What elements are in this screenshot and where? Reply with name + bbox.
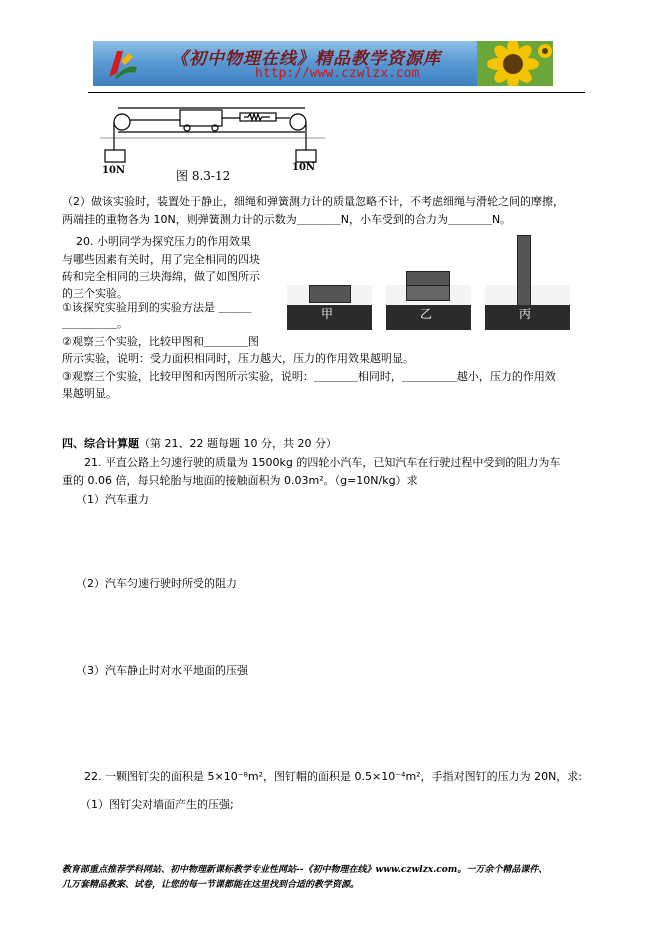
q20-text-line1: 20. 小明同学为探究压力的作用效果 (76, 235, 251, 248)
figure-caption: 图 8.3-12 (176, 169, 231, 183)
left-weight-label: 10N (102, 165, 126, 176)
brick-shape (309, 285, 351, 303)
q21-part1: （1）汽车重力 (76, 493, 149, 506)
q22-text-line1: 22. 一颗图钉尖的面积是 5×10⁻⁸m²，图钉帽的面积是 0.5×10⁻⁴m²，手指对图钉的压力为 20N，求: (84, 770, 583, 783)
banner-url[interactable]: http://www.czwlzx.com (255, 66, 420, 81)
q20-text-line7: ②观察三个实验，比较甲图和＿＿＿＿图 (62, 335, 259, 348)
experiment-label-bing: 丙 (519, 307, 532, 321)
banner-title: 《初中物理在线》精品教学资源库 (171, 49, 441, 69)
experiment-image-bing (485, 285, 570, 330)
section4-heading-row (62, 437, 337, 451)
q21-part2: （2）汽车匀速行驶时所受的阻力 (76, 577, 237, 590)
q20-text-line8: 所示实验，说明：受力面积相同时，压力越大，压力的作用效果越明显。 (62, 352, 414, 365)
q20-text-line2: 与哪些因素有关时，用了完全相同的四块 (62, 253, 260, 266)
footer-line1: 教育部重点推荐学科网站、初中物理新课标教学专业性网站--《初中物理在线》www.czwlzx.com。一万余个精品课件、 (62, 865, 548, 875)
header-rule (88, 92, 585, 93)
q20-text-line3: 砖和完全相同的三块海绵，做了如图所示 (62, 270, 260, 283)
q20-text-line5: ①该探究实验用到的实验方法是 ＿＿＿ (62, 301, 252, 314)
q20-text-line4: 的三个实验。 (62, 287, 128, 300)
brick-shape-upright (517, 235, 531, 313)
experiment-image-yi (386, 285, 471, 330)
q20-text-line10: 果越明显。 (62, 387, 117, 400)
q21-text-line2: 重的 0.06 倍，每只轮胎与地面的接触面积为 0.03m²。（g=10N/kg）求 (62, 474, 418, 487)
section4-note: （第 21、22 题每题 10 分，共 20 分） (139, 437, 337, 450)
section4-heading: 四、综合计算题 (62, 437, 139, 450)
brick-shape-bottom (406, 285, 450, 301)
footer-line2: 几万套精品教案、试卷，让您的每一节课都能在这里找到合适的教学资源。 (62, 880, 360, 890)
q21-part3: （3）汽车静止时对水平地面的压强 (76, 664, 248, 677)
q20-text-line9: ③观察三个实验，比较甲图和丙图所示实验，说明：＿＿＿＿相同时，＿＿＿＿＿越小，压力的作用效 (62, 370, 556, 383)
site-logo-icon (105, 47, 139, 81)
sunflower-icon (477, 41, 553, 86)
q20-text-line6: ＿＿＿＿＿。 (62, 317, 128, 330)
q19-text-line2: 两端挂的重物各为 10N，则弹簧测力计的示数为＿＿＿＿N，小车受到的合力为＿＿＿＿N。 (62, 213, 512, 226)
experiment-label-jia: 甲 (321, 307, 334, 321)
right-weight-label: 10N (292, 162, 316, 173)
q22-part1: （1）图钉尖对墙面产生的压强; (80, 798, 234, 811)
experiment-image-jia (287, 285, 372, 330)
header-banner (93, 41, 553, 86)
q19-text-line1: （2）做该实验时，装置处于静止，细绳和弹簧测力计的质量忽略不计，不考虑细绳与滑轮之间的摩擦， (62, 195, 564, 208)
experiment-label-yi: 乙 (420, 307, 433, 321)
q21-text-line1: 21. 平直公路上匀速行驶的质量为 1500kg 的四轮小汽车，已知汽车在行驶过程中受到的阻力为车 (84, 456, 561, 469)
